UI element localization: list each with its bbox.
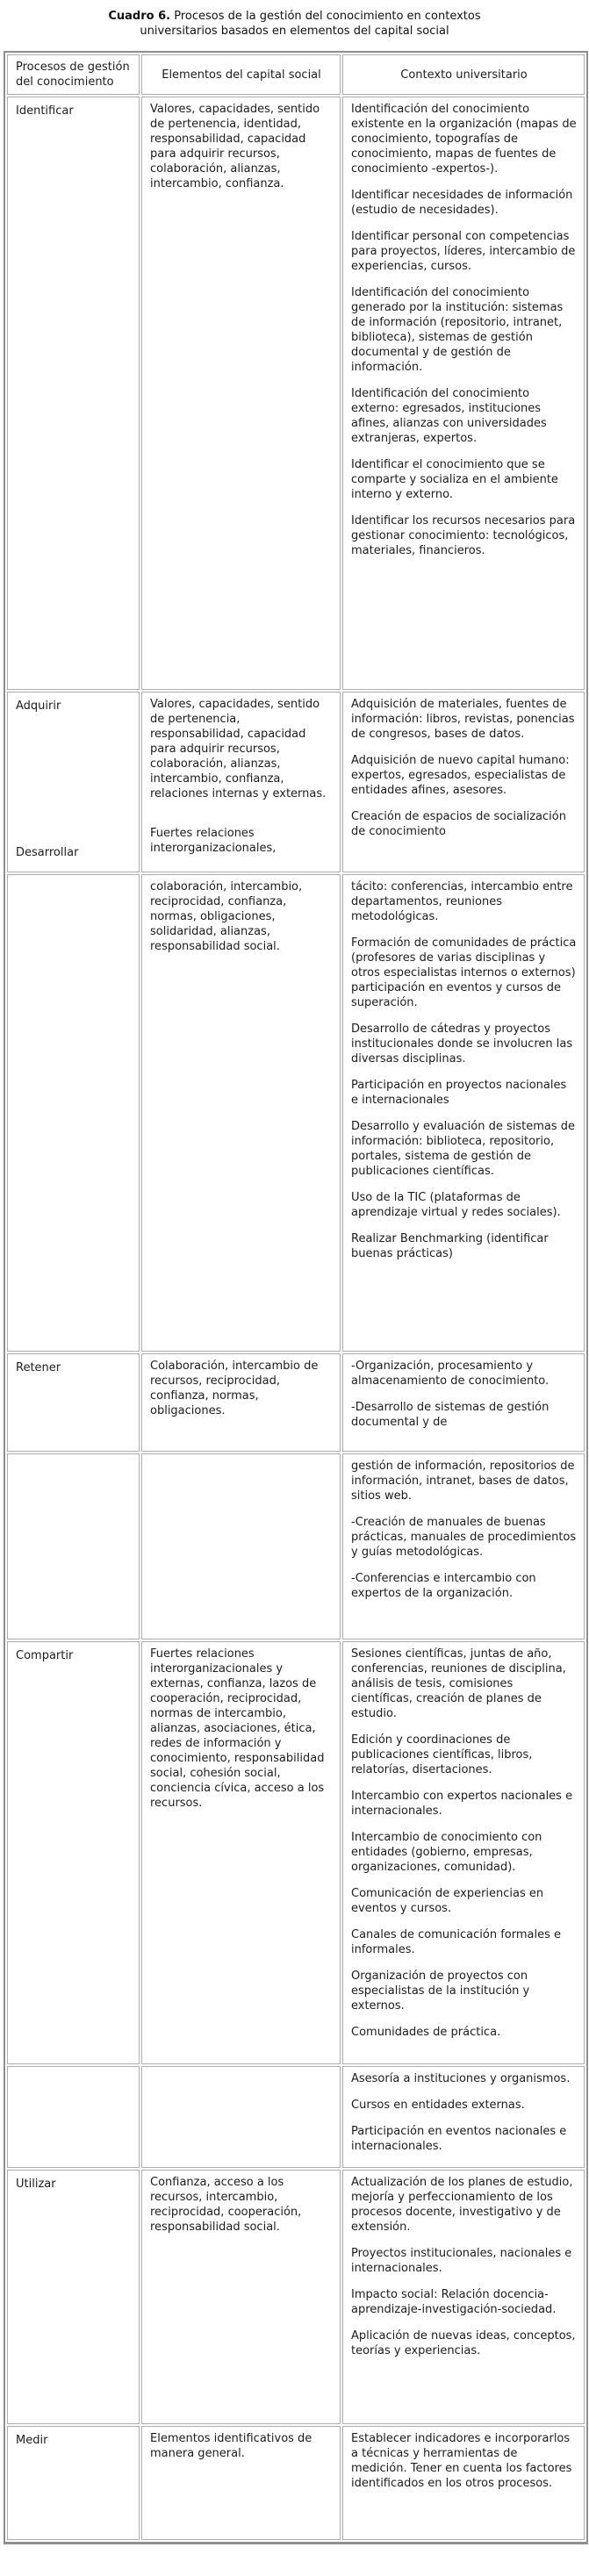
context-cell — [342, 1453, 585, 1640]
row-compartir-continuation — [7, 2066, 585, 2168]
context-paragraph: Participación en eventos nacionales e internacionales. — [351, 2125, 567, 2153]
context-paragraph: gestión de información, repositorios de información, intranet, bases de datos, sitios web. — [351, 1460, 575, 1503]
elements-text: Valores, capacidades, sentido de pertenencia, identidad, responsabilidad, capacidad para adquirir recursos, colaboración, alianzas, intercambio, confianza. — [150, 103, 320, 190]
elements-text: Colaboración, intercambio de recursos, reciprocidad, confianza, normas, obligaciones. — [150, 1360, 319, 1417]
context-cell — [342, 1353, 585, 1452]
context-cell — [342, 874, 585, 1352]
header-elementos-capital-social: Elementos del capital social — [141, 54, 341, 95]
row-medir — [7, 2426, 585, 2540]
elements-cell — [141, 2426, 341, 2540]
context-paragraph: Identificar necesidades de información (estudio de necesidades). — [351, 189, 573, 217]
process-label: Medir — [16, 2434, 48, 2447]
elements-text: Elementos identificativos de manera general. — [150, 2432, 312, 2460]
elements-text: Fuertes relaciones interorganizacionales y externas, confianza, lazos de cooperación, reciprocidad, normas de intercambio, alianzas, asociaciones, ética, redes de información y conocimiento, responsabilidad social, cohesión social, conciencia cívica, acceso a los recursos. — [150, 1647, 325, 1810]
context-paragraph: Creación de espacios de socialización de conocimiento — [351, 810, 566, 838]
process-label: Desarrollar — [16, 846, 79, 859]
table-title-text: Procesos de la gestión del conocimiento en contextos universitarios basados en elementos del capital social — [140, 10, 481, 38]
context-paragraph: Adquisición de materiales, fuentes de información: libros, revistas, ponencias de congresos, bases de datos. — [351, 698, 575, 741]
context-paragraph: Uso de la TIC (plataformas de aprendizaje virtual y redes sociales). — [351, 1191, 561, 1219]
context-cell — [342, 1641, 585, 2064]
context-paragraph: Comunidades de práctica. — [351, 2026, 501, 2039]
process-cell — [7, 97, 140, 690]
process-label: Adquirir — [16, 700, 61, 713]
context-paragraph: -Creación de manuales de buenas prácticas, manuales de procedimientos y guías metodológicas. — [351, 1516, 577, 1559]
elements-cell — [141, 1353, 341, 1452]
context-cell — [342, 2066, 585, 2168]
row-retener — [7, 1353, 585, 1452]
context-paragraph: Identificación del conocimiento externo: egresados, instituciones afines, alianzas con universidades extranjeras, expertos. — [351, 387, 547, 445]
header-procesos-gestion: Procesos de gestión del conocimiento — [7, 54, 140, 95]
context-cell — [342, 2170, 585, 2424]
context-paragraph: Intercambio de conocimiento con entidades (gobierno, empresas, organizaciones, comunidad). — [351, 1831, 542, 1874]
context-paragraph: Edición y coordinaciones de publicaciones científicas, libros, relatorías, disertaciones. — [351, 1733, 533, 1776]
elements-text: colaboración, intercambio, reciprocidad, confianza, normas, obligaciones, solidaridad, alianzas, responsabilidad social. — [150, 880, 303, 953]
table-title-number: Cuadro 6. — [108, 10, 171, 23]
process-cell-empty — [7, 874, 140, 1352]
context-paragraph: Intercambio con expertos nacionales e internacionales. — [351, 1790, 573, 1818]
process-label: Utilizar — [16, 2178, 56, 2191]
context-paragraph: Participación en proyectos nacionales e internacionales — [351, 1079, 567, 1107]
context-paragraph: Aplicación de nuevas ideas, conceptos, teorías y experiencias. — [351, 2329, 576, 2357]
context-paragraph: -Conferencias e intercambio con expertos de la organización. — [351, 1572, 536, 1600]
context-paragraph: Identificación del conocimiento existente en la organización (mapas de conocimiento, topografías de conocimiento, mapas de fuentes de conocimiento -expertos-). — [351, 103, 577, 176]
process-cell — [7, 2170, 140, 2424]
row-utilizar — [7, 2170, 585, 2424]
context-paragraph: Identificar personal con competencias para proyectos, líderes, intercambio de experiencias, cursos. — [351, 230, 576, 273]
row-adquirir-desarrollar-continuation — [7, 874, 585, 1352]
elements-cell-empty — [141, 2066, 341, 2168]
elements-text: Confianza, acceso a los recursos, intercambio, reciprocidad, cooperación, responsabilidad social. — [150, 2176, 302, 2234]
context-paragraph: Identificar el conocimiento que se comparte y socializa en el ambiente interno y externo. — [351, 458, 558, 501]
context-paragraph: Establecer indicadores e incorporarlos a técnicas y herramientas de medición. Tener en cuenta los factores identificados en los otros procesos. — [351, 2432, 572, 2490]
context-paragraph: Adquisición de nuevo capital humano: expertos, egresados, especialistas de entidades afines, asesores. — [351, 754, 570, 797]
process-cell-empty — [7, 2066, 140, 2168]
knowledge-management-table — [4, 51, 588, 2544]
process-cell — [7, 2426, 140, 2540]
elements-cell — [141, 874, 341, 1352]
row-retener-continuation — [7, 1453, 585, 1640]
process-cell — [7, 1353, 140, 1452]
elements-cell — [141, 1641, 341, 2064]
elements-cell-empty — [141, 1453, 341, 1640]
elements-cell — [141, 2170, 341, 2424]
context-paragraph: Proyectos institucionales, nacionales e internacionales. — [351, 2247, 572, 2275]
row-identificar — [7, 97, 585, 690]
context-paragraph: Comunicación de experiencias en eventos y cursos. — [351, 1887, 544, 1915]
process-cell-empty — [7, 1453, 140, 1640]
context-paragraph: Sesiones científicas, juntas de año, conferencias, reuniones de disciplina, análisis de tesis, comisiones científicas, creación de planes de estudio. — [351, 1647, 566, 1720]
context-paragraph: Identificación del conocimiento generado por la institución: sistemas de información (repositorio, intranet, biblioteca), sistemas de gestión documental y de gestión de información. — [351, 286, 564, 374]
process-label: Compartir — [16, 1649, 74, 1662]
context-paragraph: tácito: conferencias, intercambio entre departamentos, reuniones metodológicas. — [351, 880, 573, 923]
header-row — [7, 54, 585, 95]
process-label: Identificar — [16, 104, 74, 118]
process-label: Retener — [16, 1361, 61, 1374]
table-title — [73, 0, 516, 39]
context-paragraph: -Desarrollo de sistemas de gestión documental y de — [351, 1401, 549, 1429]
process-cell — [7, 692, 140, 872]
context-paragraph: Actualización de los planes de estudio, mejoría y perfeccionamiento de los procesos docente, investigativo y de extensión. — [351, 2176, 573, 2234]
context-paragraph: Cursos en entidades externas. — [351, 2099, 525, 2112]
context-paragraph: Canales de comunicación formales e informales. — [351, 1928, 561, 1956]
context-cell — [342, 97, 585, 690]
context-paragraph: Realizar Benchmarking (identificar buenas prácticas) — [351, 1232, 549, 1260]
elements-text: Fuertes relaciones interorganizacionales, — [150, 827, 277, 855]
elements-cell — [141, 692, 341, 872]
context-paragraph: Identificar los recursos necesarios para gestionar conocimiento: tecnológicos, materiales, financieros. — [351, 514, 576, 557]
context-paragraph: Asesoría a instituciones y organismos. — [351, 2072, 571, 2085]
context-paragraph: Impacto social: Relación docencia-aprendizaje-investigación-sociedad. — [351, 2288, 557, 2316]
context-paragraph: -Organización, procesamiento y almacenamiento de conocimiento. — [351, 1360, 549, 1388]
row-compartir — [7, 1641, 585, 2064]
context-cell — [342, 2426, 585, 2540]
elements-cell — [141, 97, 341, 690]
process-cell — [7, 1641, 140, 2064]
context-paragraph: Desarrollo de cátedras y proyectos institucionales donde se involucren las diversas disciplinas. — [351, 1023, 573, 1066]
elements-text: Valores, capacidades, sentido de pertenencia, responsabilidad, capacidad para adquirir recursos, colaboración, alianzas, intercambio, confianza, relaciones internas y externas. — [150, 698, 327, 800]
context-cell — [342, 692, 585, 872]
row-adquirir-desarrollar — [7, 692, 585, 872]
header-contexto-universitario: Contexto universitario — [342, 54, 585, 95]
context-paragraph: Organización de proyectos con especialistas de la institución y externos. — [351, 1970, 530, 2013]
context-paragraph: Formación de comunidades de práctica (profesores de varias disciplinas y otros especialistas internos o externos) participación en eventos y cursos de superación. — [351, 936, 577, 1009]
context-paragraph: Desarrollo y evaluación de sistemas de información: biblioteca, repositorio, portales, sistema de gestión de publicaciones científicas. — [351, 1120, 575, 1178]
